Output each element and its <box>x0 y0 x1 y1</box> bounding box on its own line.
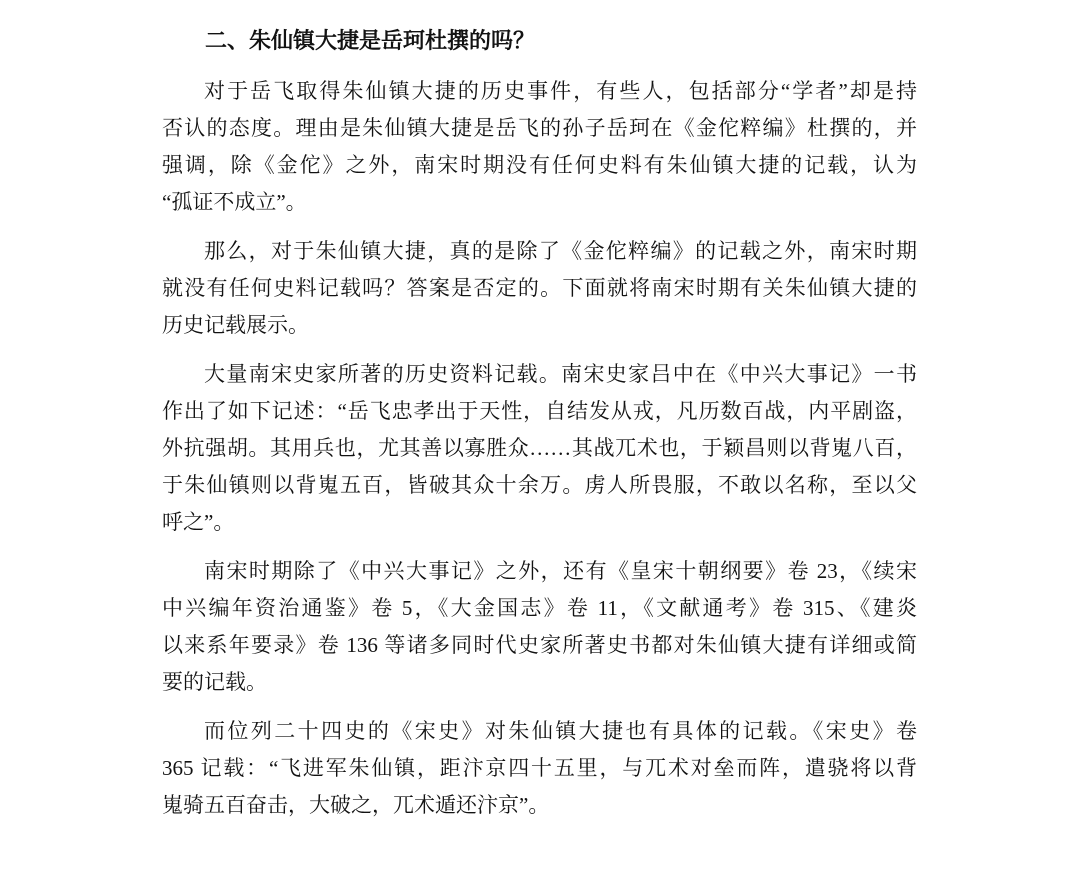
text-line: 365 记载：“飞进军朱仙镇，距汴京四十五里，与兀术对垒而阵，遣骁将以背 <box>162 756 917 780</box>
text-line: 那么，对于朱仙镇大捷，真的是除了《金佗粹编》的记载之外，南宋时期 <box>204 239 917 263</box>
text-line: 就没有任何史料记载吗？答案是否定的。下面就将南宋时期有关朱仙镇大捷的 <box>162 276 917 300</box>
text-line: 南宋时期除了《中兴大事记》之外，还有《皇宋十朝纲要》卷 23，《续宋 <box>204 559 917 583</box>
text-line: 对于岳飞取得朱仙镇大捷的历史事件，有些人，包括部分“学者”却是持 <box>204 79 917 103</box>
text-line: 以来系年要录》卷 136 等诸多同时代史家所著史书都对朱仙镇大捷有详细或简 <box>162 633 917 657</box>
text-line: 呼之”。 <box>162 510 235 534</box>
text-line: 中兴编年资治通鉴》卷 5，《大金国志》卷 11，《文献通考》卷 315、《建炎 <box>162 596 917 620</box>
text-line: 而位列二十四史的《宋史》对朱仙镇大捷也有具体的记载。《宋史》卷 <box>204 719 917 743</box>
text-line: 历史记载展示。 <box>162 313 309 337</box>
paragraph <box>162 356 917 541</box>
paragraph <box>162 553 917 701</box>
text-line: “孤证不成立”。 <box>162 190 307 214</box>
text-line: 强调，除《金佗》之外，南宋时期没有任何史料有朱仙镇大捷的记载，认为 <box>162 153 917 177</box>
text-line: 于朱仙镇则以背嵬五百，皆破其众十余万。虏人所畏服，不敢以名称，至以父 <box>162 473 917 497</box>
document-title: 二、朱仙镇大捷是岳珂杜撰的吗？ <box>205 28 536 53</box>
text-line: 否认的态度。理由是朱仙镇大捷是岳飞的孙子岳珂在《金佗粹编》杜撰的，并 <box>162 116 917 140</box>
text-line: 作出了如下记述：“岳飞忠孝出于天性，自结发从戎，凡历数百战，内平剧盗， <box>162 399 917 423</box>
text-line: 要的记载。 <box>162 670 267 694</box>
text-line: 外抗强胡。其用兵也，尤其善以寡胜众……其战兀术也，于颖昌则以背嵬八百， <box>162 436 917 460</box>
paragraph <box>162 73 917 221</box>
text-line: 大量南宋史家所著的历史资料记载。南宋史家吕中在《中兴大事记》一书 <box>204 362 917 386</box>
paragraph <box>162 713 917 824</box>
text-line: 嵬骑五百奋击，大破之，兀术遁还汴京”。 <box>162 793 550 817</box>
paragraph <box>162 233 917 344</box>
